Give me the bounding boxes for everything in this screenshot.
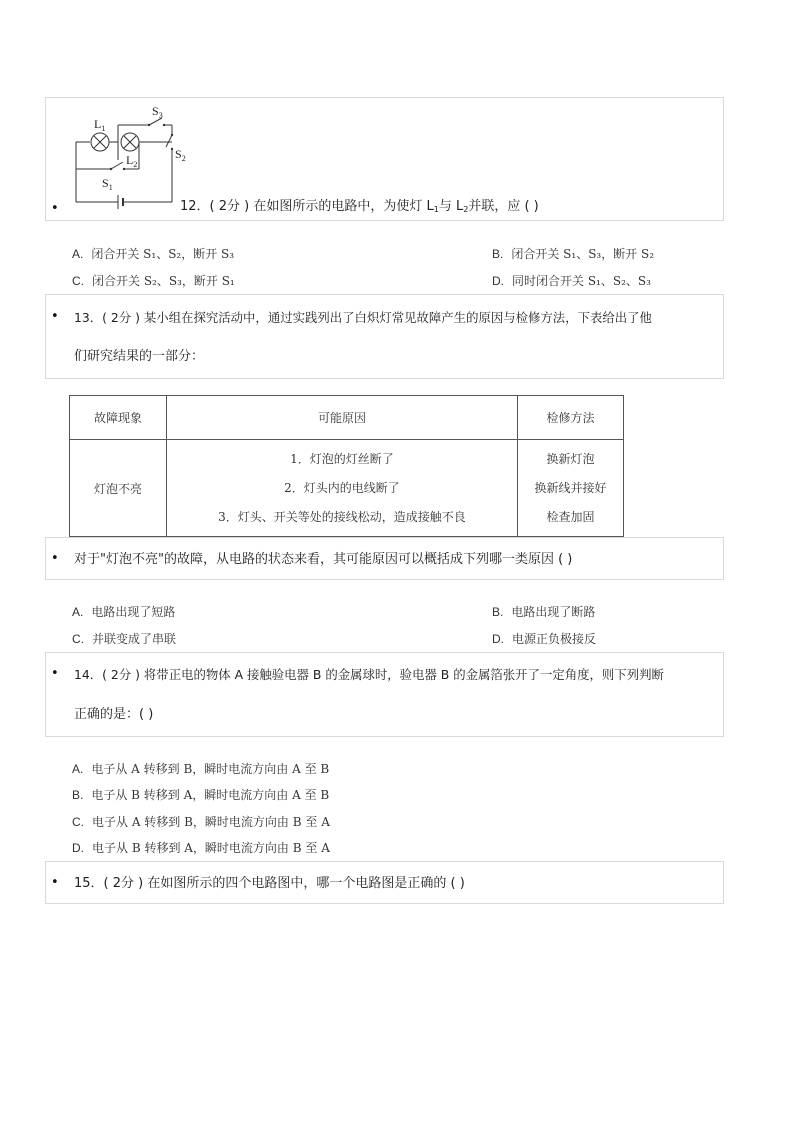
- bullet: •: [51, 201, 59, 216]
- table-cell-phenomenon: 灯泡不亮: [70, 440, 167, 537]
- question-14-stem-line2: 正确的是：( ): [74, 707, 154, 722]
- bullet: •: [51, 666, 59, 681]
- fix-item: 检查加固: [546, 509, 595, 524]
- question-12-stem: 12．( 2分 ) 在如图所示的电路中，为使灯 $L_1$与 $L_2$并联，应 ( ): [180, 199, 539, 214]
- q14-option-b[interactable]: B. 电子从 B 转移到 A，瞬时电流方向由 A 至 B: [72, 788, 330, 802]
- cause-item: 2．灯头内的电线断了: [284, 480, 400, 495]
- battery-icon: [118, 195, 123, 209]
- table-header: 检修方法: [518, 396, 624, 440]
- svg-text:L2: $L_2$: [126, 153, 138, 169]
- q14-option-a[interactable]: A. 电子从 A 转移到 B，瞬时电流方向由 A 至 B: [72, 762, 330, 776]
- cause-item: 3．灯头、开关等处的接线松动，造成接触不良: [218, 509, 466, 524]
- table-cell-causes: [167, 440, 518, 537]
- q12-option-b[interactable]: B. 闭合开关 S₁、S₃，断开 S₂: [492, 247, 655, 261]
- q13-option-d[interactable]: D. 电源正负极接反: [492, 632, 597, 646]
- table-cell-fixes: [518, 440, 624, 537]
- svg-text:L1: $L_1$: [94, 117, 106, 133]
- q14-option-c[interactable]: C. 电子从 A 转移到 B，瞬时电流方向由 B 至 A: [72, 815, 330, 829]
- q13-option-a[interactable]: A. 电路出现了短路: [72, 605, 176, 619]
- circuit-diagram-q12: [68, 102, 198, 217]
- q12-option-a[interactable]: A. 闭合开关 S₁、S₂，断开 S₃: [72, 247, 235, 261]
- question-13-subquestion-box: [45, 537, 724, 580]
- q14-option-d[interactable]: D. 电子从 B 转移到 A，瞬时电流方向由 B 至 A: [72, 841, 330, 855]
- svg-text:S2: $S_2$: [175, 147, 186, 163]
- fault-table: [69, 395, 624, 537]
- cause-item: 1．灯泡的灯丝断了: [290, 451, 394, 466]
- fix-item: 换新灯泡: [546, 451, 595, 466]
- question-15-stem: 15．( 2分 ) 在如图所示的四个电路图中，哪一个电路图是正确的 ( ): [74, 876, 465, 891]
- lamp-l2-icon: [121, 133, 139, 151]
- switch-s1-icon: [110, 162, 125, 170]
- table-header: 可能原因: [167, 396, 518, 440]
- q12-option-d[interactable]: D. 同时闭合开关 S₁、S₂、S₃: [492, 274, 651, 288]
- question-13-stem-line2: 们研究结果的一部分：: [74, 349, 205, 364]
- bullet: •: [51, 309, 59, 324]
- bullet: •: [51, 551, 59, 566]
- fix-item: 换新线并接好: [534, 480, 607, 495]
- bullet: •: [51, 875, 59, 890]
- svg-text:S3: $S_3$: [152, 104, 163, 120]
- table-header: 故障现象: [70, 396, 167, 440]
- question-15-box: [45, 861, 724, 904]
- question-13-box: [45, 294, 724, 379]
- q12-option-c[interactable]: C. 闭合开关 S₂、S₃，断开 S₁: [72, 274, 235, 288]
- question-13-subquestion: 对于"灯泡不亮"的故障，从电路的状态来看，其可能原因可以概括成下列哪一类原因 ( ): [74, 552, 573, 567]
- question-14-box: [45, 652, 724, 737]
- q13-option-c[interactable]: C. 并联变成了串联: [72, 632, 177, 646]
- question-12-box: [45, 97, 724, 221]
- lamp-l1-icon: [91, 133, 109, 151]
- q13-option-b[interactable]: B. 电路出现了断路: [492, 605, 596, 619]
- svg-text:S1: $S_1$: [102, 176, 113, 192]
- question-13-stem-line1: 13．( 2分 ) 某小组在探究活动中，通过实践列出了白炽灯常见故障产生的原因与检修方法，下表给出了他: [74, 310, 652, 325]
- question-14-stem-line1: 14．( 2分 ) 将带正电的物体 A 接触验电器 B 的金属球时，验电器 B 的金属箔张开了一定角度，则下列判断: [74, 667, 664, 682]
